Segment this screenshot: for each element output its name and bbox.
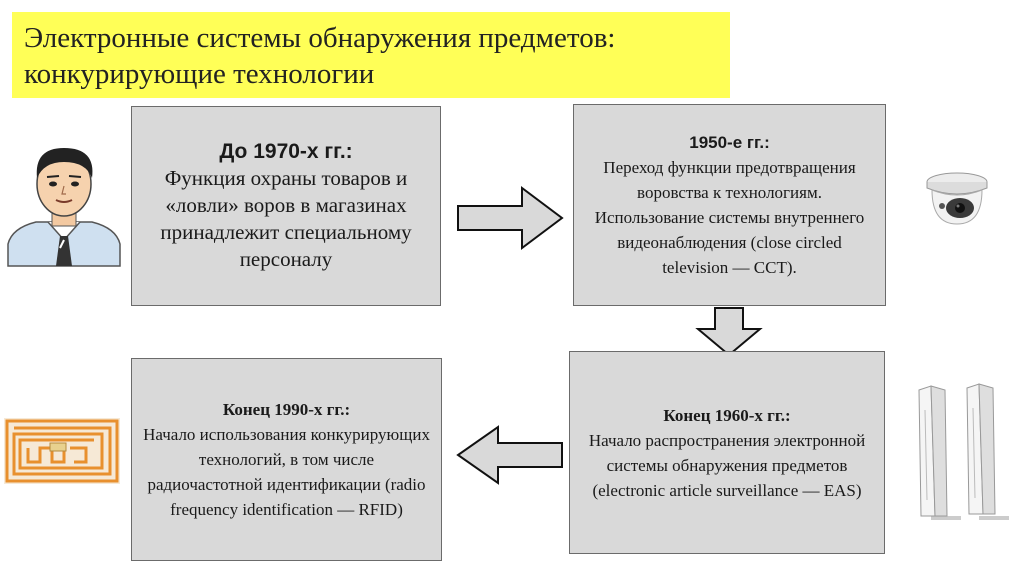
title-bar <box>12 12 730 98</box>
stage-box-before-1970 <box>131 106 441 306</box>
stage-text: Начало распространения электронной системы обнаружения предметов (electronic article surveillance — EAS) <box>588 430 866 500</box>
stage-box-1950s <box>573 104 886 306</box>
dome-camera-icon <box>924 170 990 228</box>
stage-heading: Конец 1960-х гг.: <box>663 405 791 425</box>
stage-heading: Конец 1990-х гг.: <box>222 400 351 419</box>
stage-box-end-1990s <box>131 358 442 561</box>
arrow-down-icon <box>696 307 762 357</box>
arrow-right-icon <box>456 186 566 250</box>
arrow-left-icon <box>456 425 564 485</box>
stage-text: Функция охраны товаров и «ловли» воров в магазинах принадлежит специальному персоналу <box>160 166 412 271</box>
rfid-tag-icon <box>4 418 120 484</box>
stage-heading: 1950-е гг.: <box>689 133 770 152</box>
eas-gate-icon <box>905 380 1017 520</box>
stage-box-end-1960s <box>569 351 885 554</box>
stage-text: Переход функции предотвращения воровства к технологиям. Использование системы внутреннего видеонаблюдения (close circled television — CCT). <box>594 158 865 277</box>
guard-icon <box>4 140 124 266</box>
stage-heading: До 1970-х гг.: <box>219 140 353 163</box>
stage-text: Начало использования конкурирующих технологий, в том числе радиочастотной идентификации (radio frequency identification — RFID) <box>143 425 430 519</box>
slide-title: Электронные системы обнаружения предметов: конкурирующие технологии <box>24 22 616 90</box>
